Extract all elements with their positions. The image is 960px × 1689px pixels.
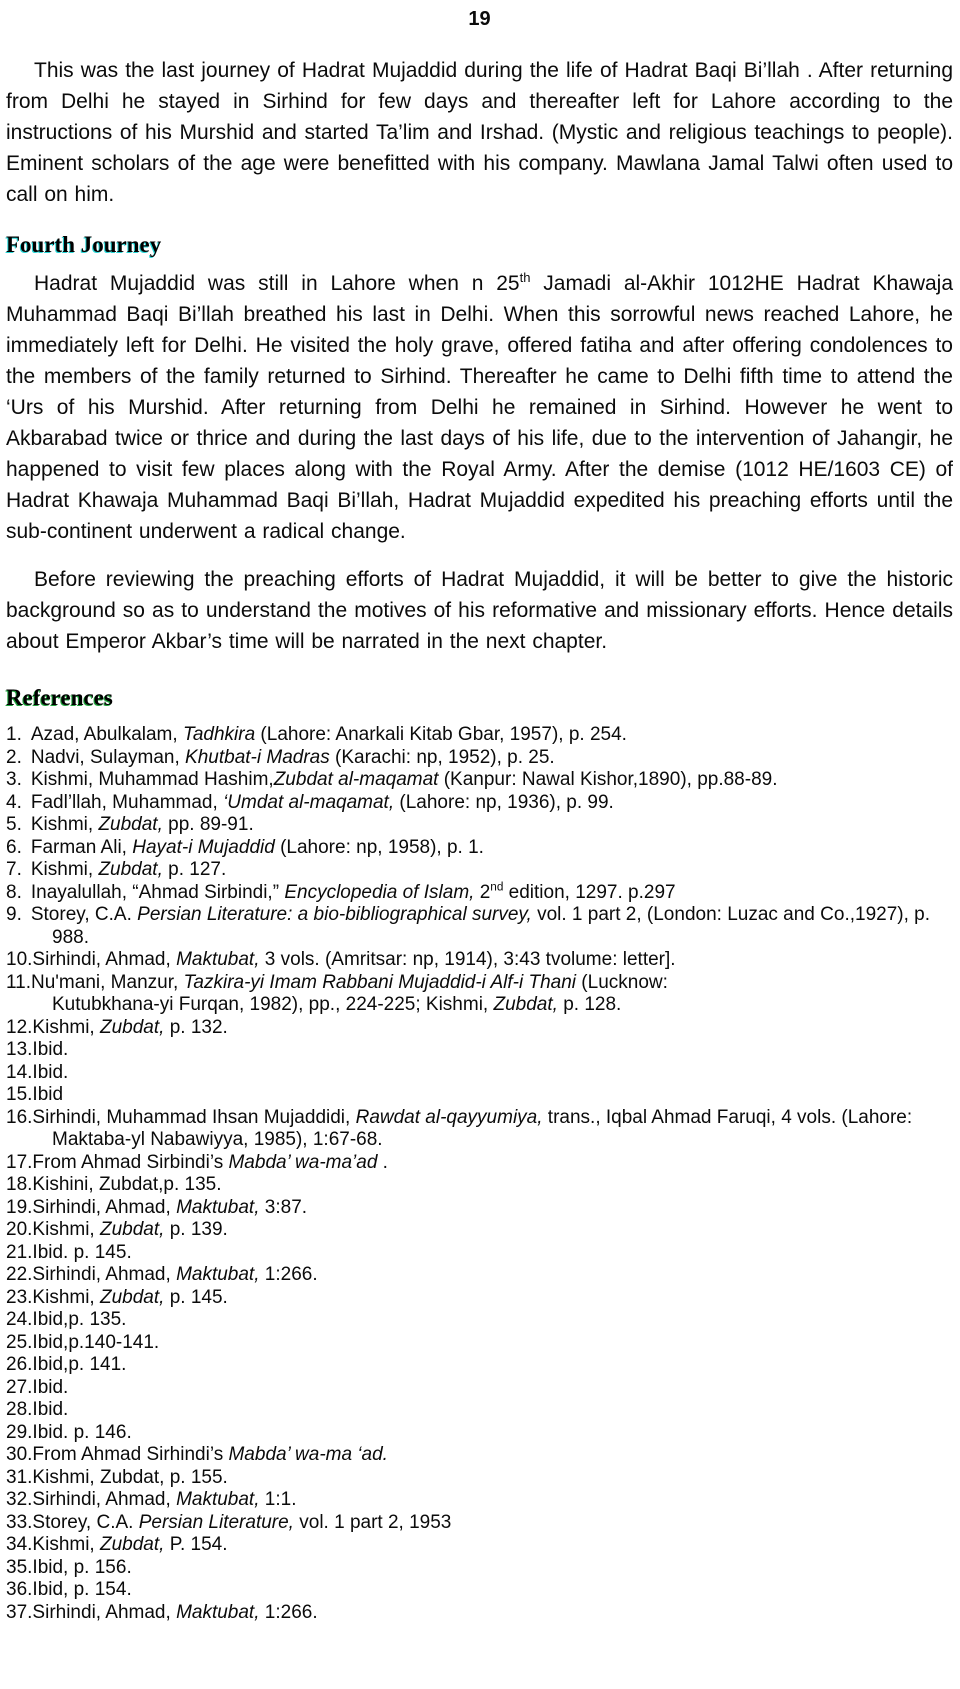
italic-text: Maktubat, xyxy=(176,1264,260,1285)
reference-item xyxy=(6,1489,953,1512)
reference-number: 17. xyxy=(6,1151,33,1173)
text-run: 3:87. xyxy=(259,1196,308,1218)
reference-number: 34. xyxy=(6,1534,33,1555)
reference-item xyxy=(6,1557,953,1580)
text-run: p. 132. xyxy=(164,1016,228,1038)
reference-number: 14. xyxy=(6,1061,33,1083)
text-run: p. 145. xyxy=(164,1286,228,1308)
reference-number: 29. xyxy=(6,1421,33,1443)
text-run: 3 vols. (Amritsar: np, 1914), 3:43 tvolume: letter]. xyxy=(259,949,676,970)
reference-number: 4. xyxy=(6,791,22,813)
reference-item xyxy=(6,1399,953,1422)
text-run: Nu'mani, Manzur, xyxy=(31,971,184,993)
text-run: (Lahore: np, 1958), p. 1. xyxy=(274,836,484,858)
text-run: 1:266. xyxy=(259,1601,318,1623)
text-run: (Kanpur: Nawal Kishor,1890), pp.88-89. xyxy=(438,769,778,790)
reference-item xyxy=(6,1242,953,1265)
reference-item xyxy=(6,1039,953,1062)
italic-text: Zubdat, xyxy=(100,1534,165,1555)
section-heading-references: References xyxy=(6,685,113,710)
italic-text: Maktubat, xyxy=(176,1489,260,1510)
reference-item xyxy=(6,1062,953,1085)
text-run: pp. 89-91. xyxy=(162,814,254,835)
text-run: Sirhindi, Ahmad, xyxy=(32,1264,177,1285)
reference-item xyxy=(6,1444,953,1467)
text-run: From Ahmad Sirhindi’s xyxy=(32,1444,229,1465)
text-run: Storey, C.A. xyxy=(32,1511,139,1533)
italic-text: Zubdat, xyxy=(100,1016,165,1038)
section-heading-fourth-journey: Fourth Journey xyxy=(6,232,162,257)
reference-number: 5. xyxy=(6,814,22,835)
reference-item xyxy=(6,1264,953,1287)
text-run: P. 154. xyxy=(164,1534,228,1555)
text-run: Sirhindi, Muhammad Ihsan Mujaddidi, xyxy=(32,1106,356,1128)
italic-text: Tazkira-yi Imam Rabbani Mujaddid-i Alf-i Thani xyxy=(183,971,577,993)
text-run: (Lucknow: xyxy=(576,971,668,993)
text-run: edition, 1297. p.297 xyxy=(503,881,676,903)
reference-number: 7. xyxy=(6,859,22,880)
text-run: Kishmi, xyxy=(32,1219,100,1240)
text-run: Nadvi, Sulayman, xyxy=(30,746,186,768)
reference-item xyxy=(6,792,953,815)
reference-number: 18. xyxy=(6,1174,33,1195)
text-run: Ibid,p.140-141. xyxy=(32,1331,160,1353)
text-run: Inayalullah, “Ahmad Sirbindi,” xyxy=(30,881,285,903)
italic-text: Mabda’ wa-ma ‘ad. xyxy=(228,1444,388,1465)
italic-text: Tadhkira xyxy=(182,724,256,745)
superscript-text: nd xyxy=(490,880,504,894)
italic-text: Zubdat, xyxy=(493,994,558,1015)
italic-text: Encyclopedia of Islam, xyxy=(284,881,475,903)
text-run: Farman Ali, xyxy=(30,836,133,858)
text-run: vol. 1 part 2, (London: Luzac and Co.,1927), p. 988. xyxy=(52,904,930,948)
reference-item xyxy=(6,1377,953,1400)
text-run: 1:1. xyxy=(259,1489,297,1510)
reference-number: 31. xyxy=(6,1466,33,1488)
reference-number: 13. xyxy=(6,1039,33,1060)
reference-item xyxy=(6,724,953,747)
italic-text: Maktubat, xyxy=(176,1601,260,1623)
reference-item xyxy=(6,769,953,792)
reference-number: 8. xyxy=(6,881,22,903)
reference-number: 16. xyxy=(6,1106,33,1128)
reference-item xyxy=(6,1152,953,1175)
reference-number: 10. xyxy=(6,949,33,970)
reference-number: 35. xyxy=(6,1556,33,1578)
text-run: Before reviewing the preaching efforts of Hadrat Mujaddid, it will be better to give the historic background so as to understand the motives of his reformative and missionary efforts. Hence details about Emperor Akbar’s time will be narrated in the next chapter. xyxy=(6,568,953,653)
text-run: Ibid. xyxy=(32,1399,69,1420)
text-run: From Ahmad Sirbindi’s xyxy=(32,1151,229,1173)
reference-item xyxy=(6,972,953,1017)
italic-text: Zubdat, xyxy=(100,1286,165,1308)
reference-item xyxy=(6,1602,953,1625)
reference-number: 37. xyxy=(6,1601,33,1623)
text-run: (Karachi: np, 1952), p. 25. xyxy=(329,746,555,768)
text-run: 2 xyxy=(474,881,491,903)
reference-item xyxy=(6,1174,953,1197)
superscript-text: th xyxy=(519,270,531,285)
reference-item xyxy=(6,814,953,837)
reference-number: 23. xyxy=(6,1286,33,1308)
reference-number: 9. xyxy=(6,904,22,925)
text-run: Kishmi, xyxy=(30,859,99,880)
reference-number: 30. xyxy=(6,1444,33,1465)
text-run: Kutubkhana-yi Furqan, 1982), pp., 224-225; Kishmi, xyxy=(52,994,494,1015)
text-run: Sirhindi, Ahmad, xyxy=(32,1489,177,1510)
italic-text: Persian Literature: a bio-bibliographical survey, xyxy=(137,904,532,925)
text-run: 1:266. xyxy=(259,1264,318,1285)
italic-text: Zubdat, xyxy=(98,814,163,835)
italic-text: Maktubat, xyxy=(176,1196,260,1218)
italic-text: Mabda’ wa-ma’ad xyxy=(228,1151,378,1173)
text-run: vol. 1 part 2, 1953 xyxy=(293,1511,452,1533)
reference-number: 27. xyxy=(6,1376,33,1398)
reference-number: 15. xyxy=(6,1084,33,1105)
text-run: Kishmi, xyxy=(32,1016,100,1038)
italic-text: Rawdat al-qayyumiya, xyxy=(355,1106,543,1128)
text-run: Ibid. p. 145. xyxy=(32,1241,132,1263)
paragraph-opening xyxy=(6,55,953,210)
text-run: Jamadi al-Akhir 1012HE Hadrat Khawaja Muhammad Baqi Bi’llah breathed his last in Delhi. When this sorrowful news reached Lahore, he immediately left for Delhi. He visited the holy grave, offered fatiha and after offering condolences to the members of the family returned to Sirhind. Thereafter he came to Delhi fifth time to attend the ‘Urs of his Murshid. After returning from Delhi he remained in Sirhind. However he went to Akbarabad twice or thrice and during the last days of his life, due to the intervention of Jahangir, he happened to visit few places along with the Royal Army. After the demise (1012 HE/1603 CE) of Hadrat Khawaja Muhammad Baqi Bi’llah, Hadrat Mujaddid expedited his preaching efforts until the sub-continent underwent a radical change. xyxy=(6,272,954,543)
reference-number: 24. xyxy=(6,1309,33,1330)
reference-item xyxy=(6,1534,953,1557)
text-run: Kishmi, xyxy=(32,1534,100,1555)
italic-text: Persian Literature, xyxy=(138,1511,294,1533)
references-list xyxy=(6,724,953,1624)
text-run: Ibid. xyxy=(32,1376,69,1398)
text-run: Kishmi, Zubdat, p. 155. xyxy=(32,1466,228,1488)
reference-number: 22. xyxy=(6,1264,33,1285)
text-run: Hadrat Mujaddid was still in Lahore when n 25 xyxy=(34,272,520,295)
text-run: Kishmi, xyxy=(32,1286,100,1308)
text-run: Ibid, p. 154. xyxy=(32,1579,132,1600)
text-run: Fadl’llah, Muhammad, xyxy=(30,791,224,813)
text-run: Ibid xyxy=(32,1084,64,1105)
reference-item xyxy=(6,1017,953,1040)
text-run: Ibid. p. 146. xyxy=(32,1421,132,1443)
text-run: Ibid. xyxy=(32,1039,69,1060)
reference-number: 3. xyxy=(6,769,22,790)
text-run: Azad, Abulkalam, xyxy=(30,724,183,745)
reference-item xyxy=(6,747,953,770)
text-run: Sirhindi, Ahmad, xyxy=(32,949,177,970)
italic-text: ‘Umdat al-maqamat, xyxy=(223,791,395,813)
text-run: p. 127. xyxy=(162,859,227,880)
reference-item xyxy=(6,837,953,860)
text-run: (Lahore: np, 1936), p. 99. xyxy=(394,791,614,813)
reference-item xyxy=(6,1287,953,1310)
reference-item xyxy=(6,1579,953,1602)
reference-item xyxy=(6,1197,953,1220)
text-run: p. 139. xyxy=(164,1219,228,1240)
text-run: Ibid, p. 156. xyxy=(32,1556,132,1578)
reference-number: 1. xyxy=(6,724,22,745)
italic-text: Maktubat, xyxy=(176,949,260,970)
italic-text: Zubdat, xyxy=(100,1219,165,1240)
reference-item xyxy=(6,1084,953,1107)
reference-item xyxy=(6,859,953,882)
reference-number: 6. xyxy=(6,836,22,858)
page-number: 19 xyxy=(468,8,491,30)
reference-number: 11. xyxy=(6,971,32,993)
text-run: (Lahore: Anarkali Kitab Gbar, 1957), p. 254. xyxy=(255,724,627,745)
reference-number: 12. xyxy=(6,1016,33,1038)
text-run: . xyxy=(377,1151,388,1173)
reference-item xyxy=(6,949,953,972)
italic-text: Khutbat-i Madras xyxy=(185,746,330,768)
reference-number: 33. xyxy=(6,1511,33,1533)
text-run: This was the last journey of Hadrat Mujaddid during the life of Hadrat Baqi Bi’llah . After returning from Delhi he stayed in Sirhind for few days and thereafter left for Lahore according to the instructions of his Murshid and started Ta’lim and Irshad. (Mystic and religious teachings to people). Eminent scholars of the age were benefitted with his company. Mawlana Jamal Talwi often used to call on him. xyxy=(6,59,953,206)
text-run: p. 128. xyxy=(557,994,622,1015)
text-run: Ibid. xyxy=(32,1061,69,1083)
italic-text: Zubdat, xyxy=(98,859,163,880)
reference-item xyxy=(6,1219,953,1242)
reference-number: 32. xyxy=(6,1489,33,1510)
text-run: Storey, C.A. xyxy=(30,904,138,925)
reference-number: 21. xyxy=(6,1241,33,1263)
reference-item xyxy=(6,1354,953,1377)
text-run: Ibid,p. 135. xyxy=(32,1309,127,1330)
reference-item xyxy=(6,1332,953,1355)
reference-number: 28. xyxy=(6,1399,33,1420)
text-run: Kishmi, xyxy=(30,814,99,835)
text-run: Sirhindi, Ahmad, xyxy=(32,1601,177,1623)
text-run: Sirhindi, Ahmad, xyxy=(32,1196,177,1218)
reference-item xyxy=(6,1107,953,1152)
reference-number: 20. xyxy=(6,1219,33,1240)
paragraph-closing xyxy=(6,564,953,657)
reference-number: 2. xyxy=(6,746,22,768)
reference-number: 26. xyxy=(6,1354,33,1375)
text-run: Kishini, Zubdat,p. 135. xyxy=(32,1174,222,1195)
reference-item xyxy=(6,1512,953,1535)
reference-number: 36. xyxy=(6,1579,33,1600)
reference-item xyxy=(6,1309,953,1332)
italic-text: Zubdat al-maqamat xyxy=(273,769,439,790)
italic-text: Hayat-i Mujaddid xyxy=(132,836,275,858)
paragraph-fourth-journey xyxy=(6,268,953,547)
reference-item xyxy=(6,882,953,905)
reference-number: 25. xyxy=(6,1331,33,1353)
reference-item xyxy=(6,1467,953,1490)
reference-number: 19. xyxy=(6,1196,33,1218)
reference-item xyxy=(6,904,953,949)
text-run: Ibid,p. 141. xyxy=(32,1354,127,1375)
text-run: Kishmi, Muhammad Hashim, xyxy=(30,769,274,790)
reference-item xyxy=(6,1422,953,1445)
text-run: trans., Iqbal Ahmad Faruqi, 4 vols. (Lahore: Maktaba-yl Nabawiyya, 1985), 1:67-68. xyxy=(52,1106,913,1150)
